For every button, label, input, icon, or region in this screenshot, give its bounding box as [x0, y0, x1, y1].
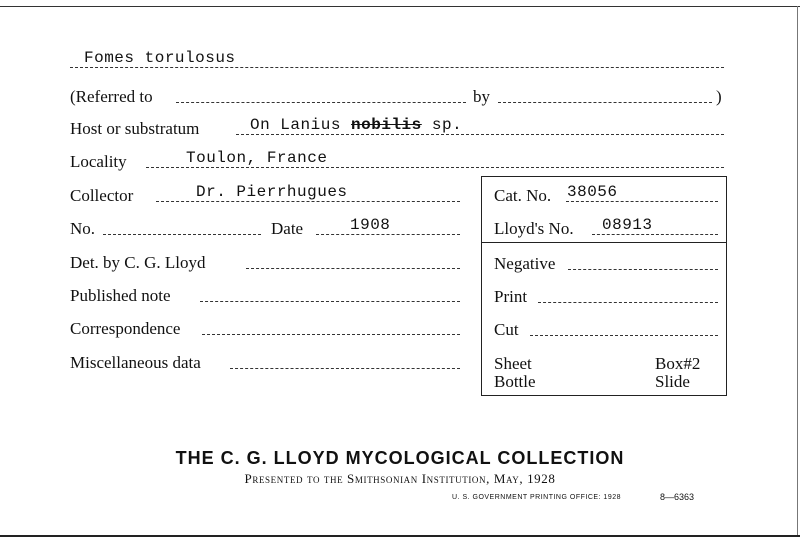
locality-value: Toulon, France: [186, 149, 328, 167]
lloyd-no-line: [592, 234, 718, 235]
host-value-suffix: sp.: [431, 116, 463, 134]
species-name: Fomes torulosus: [84, 49, 236, 67]
print-label: Print: [494, 287, 528, 306]
referred-line: [176, 102, 466, 103]
cat-no-value: 38056: [567, 183, 618, 201]
referred-by-line: [498, 102, 712, 103]
date-value: 1908: [350, 216, 391, 234]
box-number-label: Box#2: [655, 354, 701, 373]
species-line: [70, 67, 724, 68]
host-label: Host or substratum: [70, 119, 200, 138]
published-label: Published note: [70, 286, 171, 305]
cut-label: Cut: [494, 320, 519, 339]
locality-label: Locality: [70, 152, 127, 171]
catalog-box-divider: [482, 242, 726, 243]
det-line: [246, 268, 460, 269]
host-value-prefix: On Lanius: [250, 116, 341, 134]
gpo-imprint: U. S. GOVERNMENT PRINTING OFFICE: 1928: [452, 494, 622, 501]
referred-label: (Referred to: [70, 87, 153, 106]
date-label: Date: [271, 219, 304, 238]
correspondence-label: Correspondence: [70, 319, 181, 338]
form-number: 8—6363: [660, 492, 695, 502]
host-line: [236, 134, 724, 135]
correspondence-line: [202, 334, 460, 335]
negative-label: Negative: [494, 254, 556, 273]
misc-label: Miscellaneous data: [70, 353, 201, 372]
cat-no-label: Cat. No.: [494, 186, 552, 205]
collector-value: Dr. Pierrhugues: [196, 183, 348, 201]
slide-label: Slide: [655, 372, 690, 391]
collector-line: [156, 201, 460, 202]
host-value-struck: nobilis: [351, 116, 422, 134]
lloyd-no-value: 08913: [602, 216, 653, 234]
collection-title: THE C. G. LLOYD MYCOLOGICAL COLLECTION: [175, 448, 625, 468]
referred-close: ): [716, 87, 722, 106]
card-bottom-border: [0, 535, 800, 537]
referred-by-label: by: [473, 87, 490, 106]
card-top-border: [0, 6, 800, 7]
cut-line: [530, 335, 718, 336]
negative-line: [568, 269, 718, 270]
collection-subtitle: Presented to the Smithsonian Institution, May, 1928: [244, 471, 556, 486]
print-line: [538, 302, 718, 303]
lloyd-no-label: Lloyd's No.: [494, 219, 574, 238]
locality-line: [146, 167, 724, 168]
date-line: [316, 234, 460, 235]
cat-no-line: [566, 201, 718, 202]
published-line: [200, 301, 460, 302]
no-label: No.: [70, 219, 96, 238]
det-label: Det. by C. G. Lloyd: [70, 253, 206, 272]
host-value: [250, 116, 462, 134]
collector-label: Collector: [70, 186, 134, 205]
sheet-label: Sheet: [494, 354, 532, 373]
no-line: [103, 234, 261, 235]
misc-line: [230, 368, 460, 369]
bottle-label: Bottle: [494, 372, 536, 391]
